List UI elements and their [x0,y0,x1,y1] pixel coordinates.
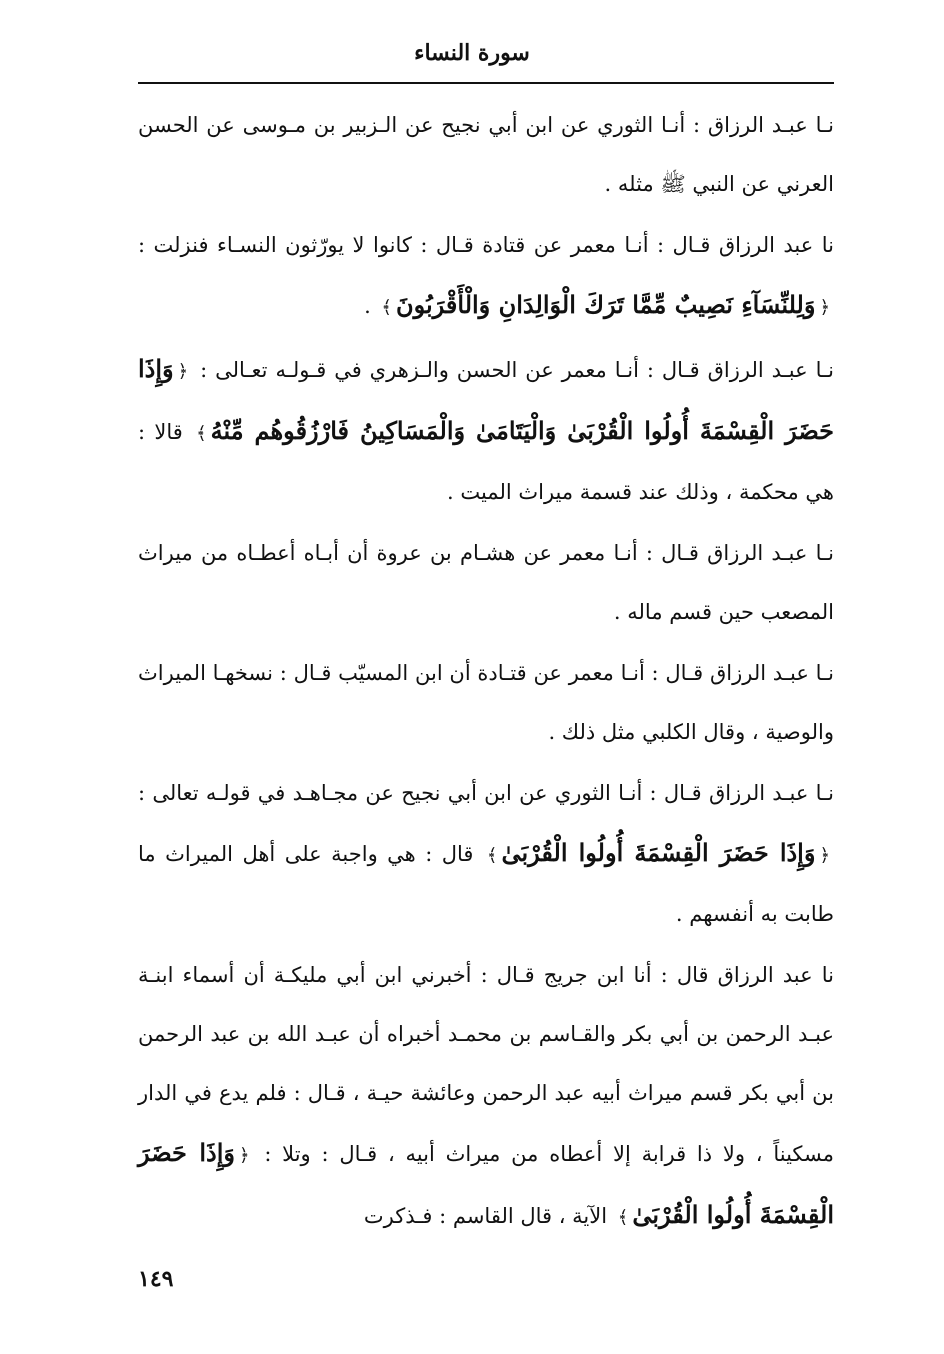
paragraph-text: نـا عبـد الرزاق : أنـا الثوري عن ابن أبي نجيح عن الـزبير بن مـوسى عن الحسن العرني عن النبي ﷺ مثله . [138,113,834,196]
verse-bracket: ﴿ [819,297,830,318]
paragraph-text: نـا عبـد الرزاق قـال : أنـا الثوري عن ابن أبي نجيح عن مجـاهـد في قولـه تعالى : [138,781,834,805]
verse-bracket: ﴾ [381,297,392,318]
verse-bracket: ﴾ [196,423,207,444]
paragraph [138,216,834,337]
quran-verse: وَلِلنِّسَآءِ نَصِيبٌ مِّمَّا تَرَكَ الْوَالِدَانِ وَالْأَقْرَبُونَ [395,290,816,319]
paragraph [138,96,834,214]
paragraph-text: الآية ، قال القاسم : فـذكرت [363,1204,614,1228]
paragraph-text: نا عبد الرزاق قـال : أنـا معمر عن قتادة قـال : كانوا لا يورّثون النسـاء فنزلت : [138,233,834,257]
paragraph-text: نا عبد الرزاق قال : أنا ابن جريج قـال : أخبرني ابن أبي مليكـة أن أسماء ابنـة عبـد الرحمن بن أبي بكر والقـاسم بن محمـد أخبراه أن عبـد الله بن عبد الرحمن بن أبي بكر قسم ميراث أبيه عبد الرحمن وعائشة حيـة ، قـال : فلم يدع في الدار مسكيناً ، ولا ذا قرابة إلا أعطاه من ميراث أبيه ، قـال : وتلا : [138,963,835,1166]
verse-bracket: ﴿ [819,845,830,866]
paragraph-text: قال : هي واجبة على أهل الميراث ما طابت به أنفسهم . [138,842,834,926]
verse-bracket: ﴿ [177,361,189,382]
header-divider [138,82,834,84]
quran-verse: وَإِذَا حَضَرَ الْقِسْمَةَ أُولُوا الْقُرْبَىٰ [138,1138,834,1229]
paragraph [138,339,834,522]
page-body [138,96,834,1249]
page-title: سورة النساء [414,40,530,66]
paragraph-text: قالا : هي محكمة ، وذلك عند قسمة ميراث الميت . [138,420,834,504]
paragraph-text: نـا عبـد الرزاق قـال : أنـا معمر عن قتـادة أن ابن المسيّب قـال : نسخهـا الميراث والوصية ، وقال الكلبي مثل ذلك . [138,661,834,744]
paragraph [138,946,834,1247]
paragraph [138,524,834,642]
paragraph-text: نـا عبـد الرزاق قـال : أنـا معمر عن هشـام بن عروة أن أبـاه أعطـاه من ميراث المصعب حين قسم ماله . [138,541,834,624]
paragraph-text: نـا عبـد الرزاق قـال : أنـا معمر عن الحسن والـزهري في قـولـه تعـالى : [192,358,834,382]
verse-bracket: ﴾ [617,1207,629,1228]
quran-verse: وَإِذَا حَضَرَ الْقِسْمَةَ أُولُوا الْقُرْبَىٰ وَالْيَتَامَىٰ وَالْمَسَاكِينُ فَارْزُقُوهُم مِّنْهُ [138,354,834,445]
verse-bracket: ﴿ [238,1145,250,1166]
page-number: ١٤٩ [138,1266,174,1292]
paragraph [138,644,834,762]
quran-verse: وَإِذَا حَضَرَ الْقِسْمَةَ أُولُوا الْقُرْبَىٰ [501,838,816,867]
verse-bracket: ﴾ [486,845,498,866]
paragraph-text: . [364,294,378,318]
paragraph [138,764,834,944]
